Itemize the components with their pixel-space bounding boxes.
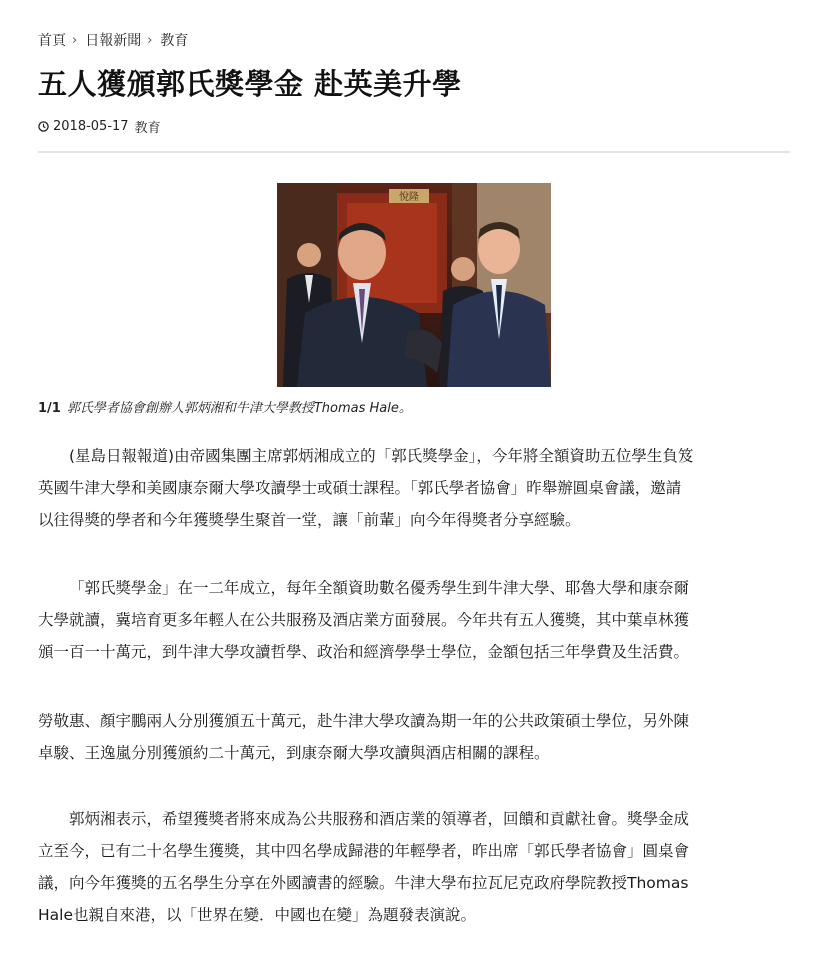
article-paragraph xyxy=(38,572,790,668)
paragraph-line: Hale也親自來港，以「世界在變．中國也在變」為題發表演說。 xyxy=(38,906,476,924)
caption-text: 郭氏學者協會創辦人郭炳湘和牛津大學教授Thomas Hale。 xyxy=(66,401,412,416)
image-counter: 1/1 xyxy=(38,401,61,416)
photo-illustration xyxy=(277,183,551,387)
chevron-right-icon: › xyxy=(147,32,153,48)
article-category: 教育 xyxy=(134,121,161,136)
paragraph-line: 立至今，已有二十名學生獲獎，其中四名學成歸港的年輕學者，昨出席「郭氏學者協會」圓桌會 xyxy=(38,842,690,860)
paragraph-line: 郭炳湘表示，希望獲獎者將來成為公共服務和酒店業的領導者，回饋和貢獻社會。獎學金成 xyxy=(69,810,690,828)
breadcrumb-section-link[interactable]: 日報新聞 xyxy=(85,33,142,49)
header-divider xyxy=(38,151,790,153)
article-paragraph xyxy=(38,705,790,769)
paragraph-line: 大學就讀，冀培育更多年輕人在公共服務及酒店業方面發展。今年共有五人獲獎，其中葉卓林獲 xyxy=(38,611,690,629)
article-date: 2018-05-17 xyxy=(53,119,129,134)
photo-caption xyxy=(38,397,412,416)
paragraph-line: 英國牛津大學和美國康奈爾大學攻讀學士或碩士課程。「郭氏學者協會」昨舉辦圓桌會議，邀請 xyxy=(38,479,682,497)
article-title: 五人獲頒郭氏獎學金 赴英美升學 xyxy=(38,67,462,101)
paragraph-line: 以往得獎的學者和今年獲獎學生聚首一堂，讓「前輩」向今年得獎者分享經驗。 xyxy=(38,511,581,529)
breadcrumb-category-link[interactable]: 教育 xyxy=(160,33,189,49)
article-paragraph xyxy=(38,440,790,536)
paragraph-line: 卓駿、王逸嵐分別獲頒約二十萬元，到康奈爾大學攻讀與酒店相關的課程。 xyxy=(38,744,550,762)
paragraph-line: 「郭氏獎學金」在一二年成立，每年全額資助數名優秀學生到牛津大學、耶魯大學和康奈爾 xyxy=(69,579,690,597)
paragraph-line: 頒一百一十萬元，到牛津大學攻讀哲學、政治和經濟學學士學位，金額包括三年學費及生活費。 xyxy=(38,643,690,661)
breadcrumb-home-link[interactable]: 首頁 xyxy=(38,33,66,49)
paragraph-line: (星島日報報道)由帝國集團主席郭炳湘成立的「郭氏獎學金」，今年將全額資助五位學生負笈 xyxy=(69,447,694,465)
article-paragraph xyxy=(38,803,790,931)
article-meta xyxy=(38,117,161,136)
clock-icon xyxy=(38,121,49,132)
paragraph-line: 勞敬惠、顏宇鵬兩人分別獲頒五十萬元，赴牛津大學攻讀為期一年的公共政策碩士學位，另外陳 xyxy=(38,712,690,730)
breadcrumb xyxy=(38,30,188,50)
photo-sign-text: 悅隆 xyxy=(399,192,419,203)
article-photo[interactable] xyxy=(277,183,551,387)
paragraph-line: 議，向今年獲獎的五名學生分享在外國讀書的經驗。牛津大學布拉瓦尼克政府學院教授Thomas xyxy=(38,874,689,892)
chevron-right-icon: › xyxy=(72,32,78,48)
